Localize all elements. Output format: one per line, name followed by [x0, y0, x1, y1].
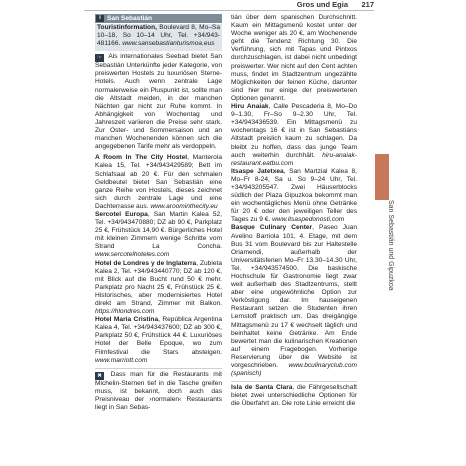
divider [95, 368, 222, 369]
restaurant-intro-cont: tián über dem spanischen Durchschnitt. Kaum ein Mittagsmenü kostet unter der Woche weniger als 20 €, am Wochenende geht die Tendenz Richtung 30. Die Verführung, sich mit Tapas und Pintxos durchzuschlagen, ist dabei nicht unbedingt preiswerter. Wer nicht auf den Cent achten muss, findet im Stadtzentrum ungezählte Möglichkeiten der feinen Küche, darunter sind hier nur einige der preiswerteren Optionen genannt. [231, 14, 357, 102]
hotel-url: www.aroominthecity.eu [150, 202, 218, 210]
hotel-name: Hotel Maria Cristina [95, 316, 159, 324]
hotel-url: www.marriott.com [95, 356, 148, 364]
hotel-entry [95, 316, 222, 365]
accommodation-intro-text: Als internationales Seebad bietet San Sebastián Unterkünfte jeder Kategorie, von preiswerten Hostels zu luxuriösen Sterne-Hotels. Auch wenn zentrale Lage normalerweise ein Pluspunkt ist, sollte man die Altstadt meiden, in der manchen Nächten gar nicht zur Ruhe kommt. In Abhängigkeit von Wochentag und Jahreszeit variieren die Preise sehr stark. Zur Oster- und Sommersaison und an manchen Wochenenden können sich die angegebenen Tarife mehr als verdoppeln. [95, 53, 223, 151]
info-box-title: San Sebastián [107, 15, 153, 22]
restaurant-text: , Calle Pescaderia 8, Mo–Do 9–1.30, Fr–So 9–2.30 Uhr, Tel. +34/943436539. Ein Mittagsmenü zu wochentags 16 € ist in San Sebastiáns Altstadt preislich kaum zu schlagen. Da bleibt zu hoffen, dass das junge Team auch weiterhin durchhält. [231, 103, 357, 159]
restaurant-text: , San Martzial Kalea 8, Mo–Fr 8-24, Sa u. So 9–24 Uhr, Tel. +34/943205547. Zwei Häuserblocks südlich der Plaza Gipuzkoa bekommt man ein wochentägliches Menü ohne Getränke für 20 € oder den jeweiligen Teller des Tages zu 9 €. [231, 167, 358, 224]
info-box-footer [95, 48, 222, 51]
hotel-url: www.sercotelhoteles.com [95, 251, 170, 259]
restaurant-intro-text: Dass man für die Restaurants mit Michelin-Sternen tief in die Tasche greifen muss, ist bekannt, doch auch das Preisniveau der ›normalen‹ Restaurants liegt in San Sebas- [95, 370, 222, 412]
hotel-name: A Room In The City Hostel [95, 154, 188, 162]
hotel-entry [95, 260, 222, 317]
divider [231, 381, 357, 382]
island-text: , die Fährgesellschaft bietet zwei unterschiedliche Optionen für die Überfahrt an. Die rote Linie erreicht die [231, 384, 357, 408]
restaurant-intro [95, 371, 222, 412]
island-entry [231, 384, 357, 408]
tourist-info-text: Boulevard 8, Mo–Sa 10–18, So 10–14 Uhr, Tel. +34/943-481166. [97, 24, 220, 48]
hotel-text: , Manterola Kalea 15, Tel. +34/943429589; Bett im Schlafsaal ab 20 €. Für den schmalen Geldbeutel bietet San Sebastián eine ganze Reihe von Hostels, dieses zeichnet sich durch zentrale Lage und eine Dachterrasse aus. [95, 154, 222, 210]
hotel-text: , Zubieta Kalea 2, Tel. +34/943440770; DZ ab 120 €, mit Blick auf die Bucht rund 50 € mehr. Parkplatz pro Nacht 25 €, Frühstück 25 €. Historisches, aber modernisiertes Hotel direkt am Strand, Zimmer mit Balkon. [95, 259, 222, 307]
running-head: Gros und Egia [296, 0, 348, 9]
restaurant-entry [231, 224, 357, 378]
restaurant-name: Itsaspe Jatetxea [231, 167, 284, 175]
accommodation-intro [95, 53, 222, 151]
chapter-tab [375, 154, 389, 200]
hotel-url: https://hlondres.com [95, 308, 155, 316]
island-name: Isla de Santa Clara [231, 384, 293, 392]
hotel-name: Sercotel Europa [95, 210, 148, 218]
tourist-info-url: www.sansebastianturismoa.eus [122, 40, 215, 48]
restaurant-entry [231, 168, 357, 225]
restaurant-url: hiru-anaiak-restaurant.eatbu.com [231, 151, 357, 167]
restaurant-text: , Paseo Juan Avelino Barriola 101, 4. Etage, mit dem Bus 31 vom Boulevard bis zur Haltestelle Oriamendi, außerhalb der Universitätsferien Mo–Fr 13.30–14.30 Uhr, Tel. +34/943574500. Die baskische Hochschule für Gastronomie liegt zwar weit außerhalb des Stadtzentrums, stellt aber eine ungewöhnliche Option zur Verköstigung dar. Im hauseigenen Restaurant setzen die Studenten ihren Lernstoff praktisch um. Das dreigängige Mittagsmenü zu 17 € wechselt täglich und beinhaltet keine Getränke. Am Ende bewertet man die kulinarischen Kreationen auf einem Fragebogen. Vorherige Reservierung über die Website ist vorgeschrieben. [231, 224, 357, 370]
info-box-body [95, 24, 222, 48]
tourist-info [97, 24, 220, 48]
restaurant-url: www.itsaspedonosti.com [272, 216, 345, 224]
hotel-entry [95, 211, 222, 260]
hotel-name: Hotel de Londres y de Inglaterra [95, 259, 197, 267]
restaurant-entry [231, 103, 357, 168]
info-box-header [95, 14, 222, 23]
info-icon: i [96, 15, 104, 22]
restaurant-name: Basque Culinary Center [231, 224, 313, 232]
right-column [231, 14, 357, 409]
chapter-side-label: San Sebastián und Gipuzkoa [387, 200, 394, 291]
tourist-info-label: Touristinformation, [97, 24, 157, 31]
bed-icon: ☞ [95, 54, 104, 62]
hotel-text: , República Argentina Kalea 4, Tel. +34/943437600; DZ ab 300 €, Parkplatz 50 €, Frühstück 44 €. Luxuriöses Hotel der Belle Epoque, wo zum Filmfestival die Stars absteigen. [95, 316, 222, 356]
fork-knife-icon: ✖ [95, 372, 104, 380]
left-column [95, 14, 222, 412]
hotel-entry [95, 154, 222, 211]
hotel-text: , San Martin Kalea 52, Tel. +34/943470880; DZ ab 90 €, Parkplatz 25 €, Frühstück 14,90 €. Bürgerliches Hotel mit kleinen Zimmern wenige Schritte vom Strand La Concha. [95, 210, 222, 251]
restaurant-url: www.bculinaryclub.com (spanisch) [231, 362, 357, 378]
page-header [84, 0, 374, 11]
page-number: 217 [361, 0, 374, 9]
restaurant-name: Hiru Anaiak [231, 103, 269, 111]
